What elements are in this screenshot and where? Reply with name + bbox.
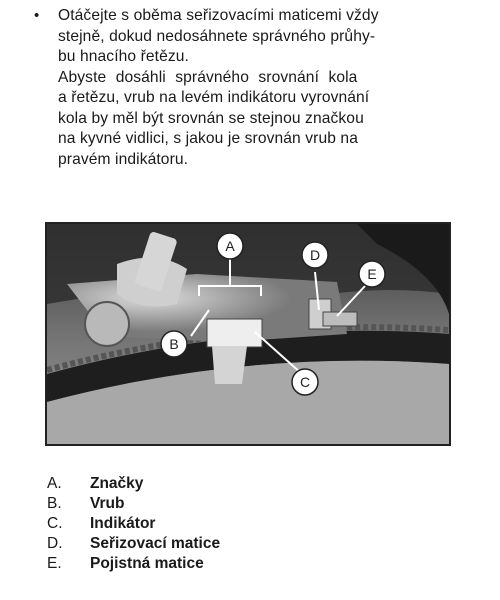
instruction-line-6: kola by měl být srovnán se stejnou značkou [58, 109, 364, 127]
instruction-line-1: Otáčejte s oběma seřizovacími maticemi vždy [58, 7, 379, 24]
legend-item [47, 534, 347, 554]
wheel-hub [85, 302, 129, 346]
instruction-line-5: a řetězu, vrub na levém indikátoru vyrovnání [58, 89, 370, 106]
legend-item [47, 514, 347, 534]
instruction-line-3: bu hnacího řetězu. [58, 48, 189, 65]
instruction-line-2: stejně, dokud nedosáhnete správného průhy- [58, 27, 376, 45]
legend-key: B. [47, 495, 62, 512]
callout-a [217, 233, 243, 259]
legend-key: E. [47, 555, 62, 572]
callout-e [359, 261, 385, 287]
callout-d-label: D [309, 247, 321, 263]
chain-adjuster-photo [45, 222, 451, 446]
callout-b-label: B [169, 336, 179, 352]
legend-label: Značky [90, 475, 144, 492]
legend-key: C. [47, 515, 63, 532]
legend-item [47, 474, 347, 494]
bullet-point: • [34, 7, 40, 24]
legend-item [47, 554, 347, 574]
callout-d [302, 242, 328, 268]
callout-c [292, 369, 318, 395]
instruction-line-7: na kyvné vidlici, s jakou je srovnán vrub na [58, 130, 358, 147]
callout-e-label: E [367, 266, 377, 282]
callout-b [161, 331, 187, 357]
photo-illustration [47, 224, 449, 444]
axle-nut [212, 346, 247, 384]
legend-label: Indikátor [90, 515, 156, 532]
figure-legend [47, 474, 347, 574]
legend-item [47, 494, 347, 514]
callout-a-label: A [225, 238, 235, 254]
instruction-line-8: pravém indikátoru. [58, 150, 189, 168]
legend-label: Vrub [90, 495, 125, 512]
alignment-indicator [207, 319, 262, 347]
callout-c-label: C [299, 374, 311, 390]
instruction-line-4: Abyste dosáhli správného srovnání kola [58, 68, 358, 86]
legend-label: Seřizovací matice [90, 535, 221, 552]
legend-key: D. [47, 535, 63, 552]
legend-key: A. [47, 475, 62, 492]
legend-label: Pojistná matice [90, 555, 204, 572]
instruction-block [34, 6, 476, 170]
